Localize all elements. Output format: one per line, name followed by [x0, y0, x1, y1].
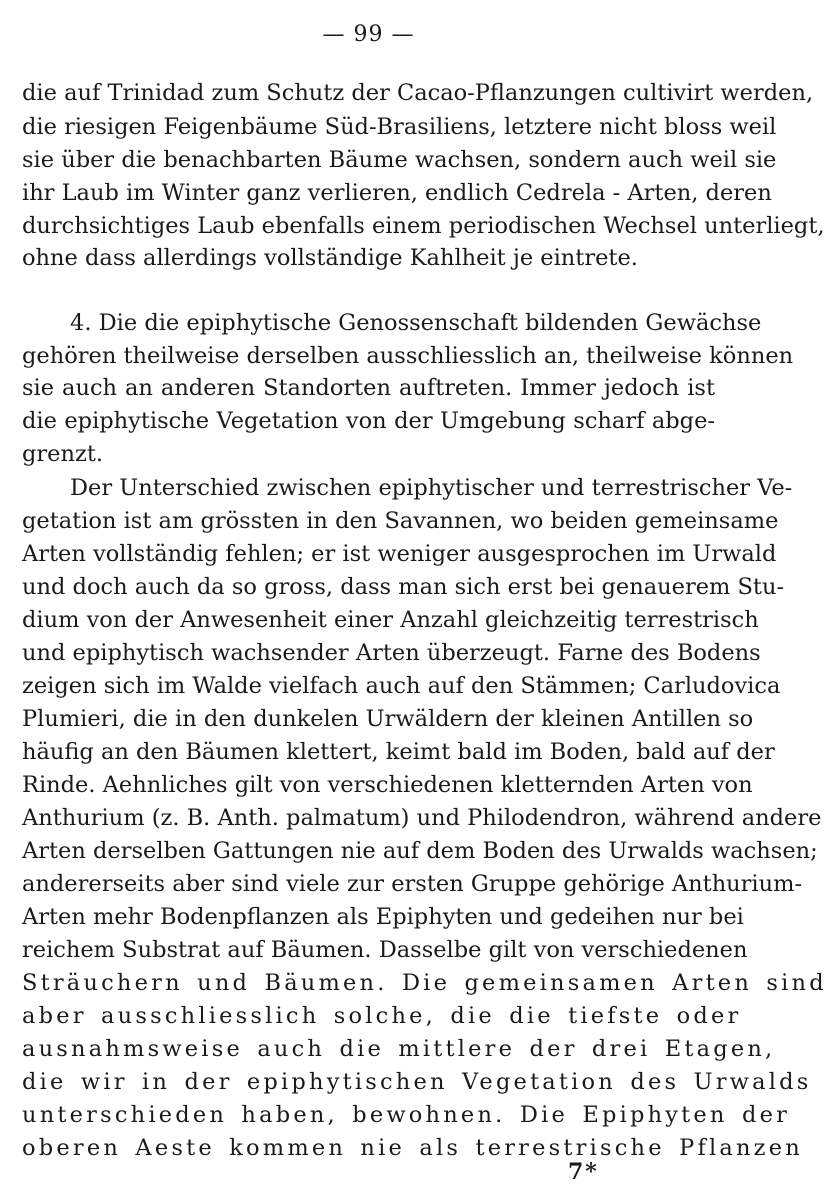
text-line: die riesigen Feigenbäume Süd-Brasiliens, letztere nicht bloss weil: [22, 114, 777, 140]
text-line: grenzt.: [22, 441, 104, 467]
text-line-spaced: unterschieden haben, bewohnen. Die Epiphyten der: [22, 1102, 791, 1128]
text-line: Plumieri, die in den dunkelen Urwäldern der kleinen Antillen so: [22, 706, 754, 732]
text-line: häufig an den Bäumen klettert, keimt bald im Boden, bald auf der: [22, 739, 775, 765]
text-line: ohne dass allerdings vollständige Kahlheit je eintrete.: [22, 245, 638, 271]
text-line: und doch auch da so gross, dass man sich erst bei genauerem Stu-: [22, 574, 785, 600]
text-line: Der Unterschied zwischen epiphytischer und terrestrischer Ve-: [70, 475, 793, 501]
text-line: sie auch an anderen Standorten auftreten. Immer jedoch ist: [22, 375, 715, 401]
text-line: ihr Laub im Winter ganz verlieren, endlich Cedrela - Arten, deren: [22, 180, 772, 206]
text-line: sie über die benachbarten Bäume wachsen, sondern auch weil sie: [22, 147, 777, 173]
text-line: andererseits aber sind viele zur ersten Gruppe gehörige Anthurium-: [22, 871, 803, 897]
text-line: gehören theilweise derselben ausschliesslich an, theilweise können: [22, 343, 794, 369]
text-line-spaced: ausnahmsweise auch die mittlere der drei Etagen,: [22, 1036, 776, 1062]
text-line-spaced: oberen Aeste kommen nie als terrestrische Pflanzen: [22, 1135, 803, 1161]
text-line-spaced: die wir in der epiphytischen Vegetation des Urwalds: [22, 1069, 812, 1095]
text-line: getation ist am grössten in den Savannen, wo beiden gemeinsame: [22, 508, 779, 534]
text-line: und epiphytisch wachsender Arten überzeugt. Farne des Bodens: [22, 640, 761, 666]
text-line: 4. Die die epiphytische Genossenschaft bildenden Gewächse: [70, 310, 762, 336]
signature-mark: 7*: [568, 1159, 599, 1185]
text-line: dium von der Anwesenheit einer Anzahl gleichzeitig terrestrisch: [22, 607, 759, 633]
text-line: Anthurium (z. B. Anth. palmatum) und Philodendron, während andere: [22, 805, 822, 831]
text-line-spaced: aber ausschliesslich solche, die die tiefste oder: [22, 1003, 742, 1029]
text-line: reichem Substrat auf Bäumen. Dasselbe gilt von verschiedenen: [22, 937, 748, 963]
page-number-header: — 99 —: [322, 22, 415, 47]
text-line: durchsichtiges Laub ebenfalls einem periodischen Wechsel unterliegt,: [22, 213, 825, 239]
text-line-spaced: Sträuchern und Bäumen. Die gemeinsamen Arten sind: [22, 970, 827, 996]
text-line: Rinde. Aehnliches gilt von verschiedenen kletternden Arten von: [22, 772, 753, 798]
text-line: die epiphytische Vegetation von der Umgebung scharf abge-: [22, 408, 715, 434]
text-line: Arten mehr Bodenpflanzen als Epiphyten und gedeihen nur bei: [22, 904, 744, 930]
text-line: zeigen sich im Walde vielfach auch auf den Stämmen; Carludovica: [22, 673, 781, 699]
text-line: Arten vollständig fehlen; er ist weniger ausgesprochen im Urwald: [22, 541, 777, 567]
text-line: die auf Trinidad zum Schutz der Cacao-Pflanzungen cultivirt werden,: [22, 80, 814, 106]
text-line: Arten derselben Gattungen nie auf dem Boden des Urwalds wachsen;: [22, 838, 818, 864]
